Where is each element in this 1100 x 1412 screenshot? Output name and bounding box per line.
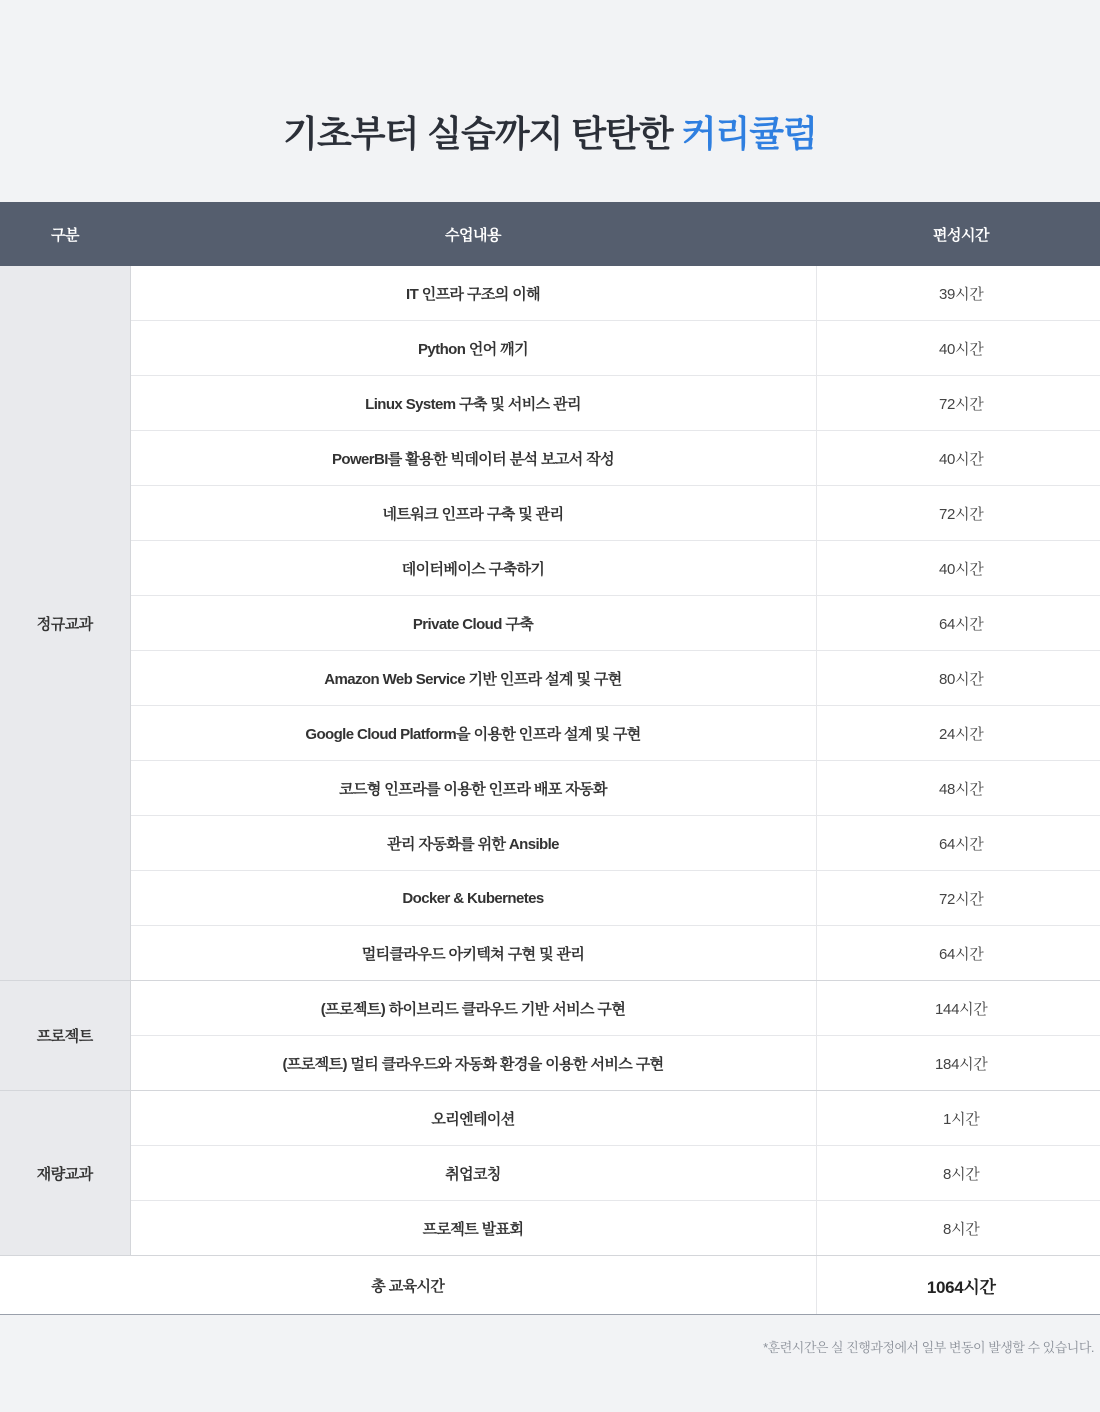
hours-cell: 40시간	[816, 541, 1100, 596]
table-row	[0, 486, 1100, 541]
hours-cell: 72시간	[816, 486, 1100, 541]
total-label: 총 교육시간	[0, 1256, 816, 1315]
table-row	[0, 816, 1100, 871]
table-row	[0, 871, 1100, 926]
table-row	[0, 926, 1100, 981]
header-content: 수업내용	[130, 202, 816, 266]
category-cell: 재량교과	[0, 1091, 130, 1256]
table-row	[0, 1201, 1100, 1256]
category-cell: 정규교과	[0, 266, 130, 981]
hours-cell: 184시간	[816, 1036, 1100, 1091]
category-cell: 프로젝트	[0, 981, 130, 1091]
table-body	[0, 266, 1100, 1315]
subject-cell: 관리 자동화를 위한 Ansible	[130, 816, 816, 871]
table-row	[0, 1146, 1100, 1201]
hours-cell: 48시간	[816, 761, 1100, 816]
subject-cell: Docker & Kubernetes	[130, 871, 816, 926]
curriculum-table-wrap	[0, 202, 1100, 1315]
table-row	[0, 1036, 1100, 1091]
subject-cell: PowerBI를 활용한 빅데이터 분석 보고서 작성	[130, 431, 816, 486]
hours-cell: 64시간	[816, 816, 1100, 871]
table-head	[0, 202, 1100, 266]
table-row	[0, 376, 1100, 431]
subject-cell: Private Cloud 구축	[130, 596, 816, 651]
curriculum-table	[0, 202, 1100, 1315]
total-hours: 1064시간	[816, 1256, 1100, 1315]
subject-cell: IT 인프라 구조의 이해	[130, 266, 816, 321]
curriculum-page	[0, 24, 1100, 1412]
page-title-plain: 기초부터 실습까지 탄탄한	[283, 113, 682, 155]
table-row	[0, 1091, 1100, 1146]
subject-cell: 프로젝트 발표회	[130, 1201, 816, 1256]
subject-cell: 오리엔테이션	[130, 1091, 816, 1146]
footnote: *훈련시간은 실 진행과정에서 일부 변동이 발생할 수 있습니다.	[763, 1340, 1094, 1356]
hours-cell: 144시간	[816, 981, 1100, 1036]
header-hours: 편성시간	[816, 202, 1100, 266]
subject-cell: Google Cloud Platform을 이용한 인프라 설계 및 구현	[130, 706, 816, 761]
subject-cell: 코드형 인프라를 이용한 인프라 배포 자동화	[130, 761, 816, 816]
total-row	[0, 1256, 1100, 1315]
table-row	[0, 981, 1100, 1036]
subject-cell: 멀티클라우드 아키텍쳐 구현 및 관리	[130, 926, 816, 981]
page-title-accent: 커리큘럼	[681, 113, 817, 155]
table-row	[0, 321, 1100, 376]
subject-cell: Linux System 구축 및 서비스 관리	[130, 376, 816, 431]
hours-cell: 40시간	[816, 431, 1100, 486]
table-header-row	[0, 202, 1100, 266]
hours-cell: 72시간	[816, 871, 1100, 926]
hours-cell: 80시간	[816, 651, 1100, 706]
hours-cell: 8시간	[816, 1146, 1100, 1201]
hours-cell: 1시간	[816, 1091, 1100, 1146]
page-title	[0, 24, 1100, 155]
hours-cell: 8시간	[816, 1201, 1100, 1256]
subject-cell: 데이터베이스 구축하기	[130, 541, 816, 596]
header-division: 구분	[0, 202, 130, 266]
subject-cell: (프로젝트) 하이브리드 클라우드 기반 서비스 구현	[130, 981, 816, 1036]
hours-cell: 24시간	[816, 706, 1100, 761]
subject-cell: (프로젝트) 멀티 클라우드와 자동화 환경을 이용한 서비스 구현	[130, 1036, 816, 1091]
table-row	[0, 761, 1100, 816]
subject-cell: 취업코칭	[130, 1146, 816, 1201]
table-row	[0, 706, 1100, 761]
subject-cell: Python 언어 깨기	[130, 321, 816, 376]
table-row	[0, 651, 1100, 706]
subject-cell: Amazon Web Service 기반 인프라 설계 및 구현	[130, 651, 816, 706]
table-row	[0, 431, 1100, 486]
table-row	[0, 266, 1100, 321]
hours-cell: 40시간	[816, 321, 1100, 376]
hours-cell: 39시간	[816, 266, 1100, 321]
hours-cell: 64시간	[816, 596, 1100, 651]
subject-cell: 네트워크 인프라 구축 및 관리	[130, 486, 816, 541]
table-row	[0, 541, 1100, 596]
hours-cell: 72시간	[816, 376, 1100, 431]
table-row	[0, 596, 1100, 651]
hours-cell: 64시간	[816, 926, 1100, 981]
